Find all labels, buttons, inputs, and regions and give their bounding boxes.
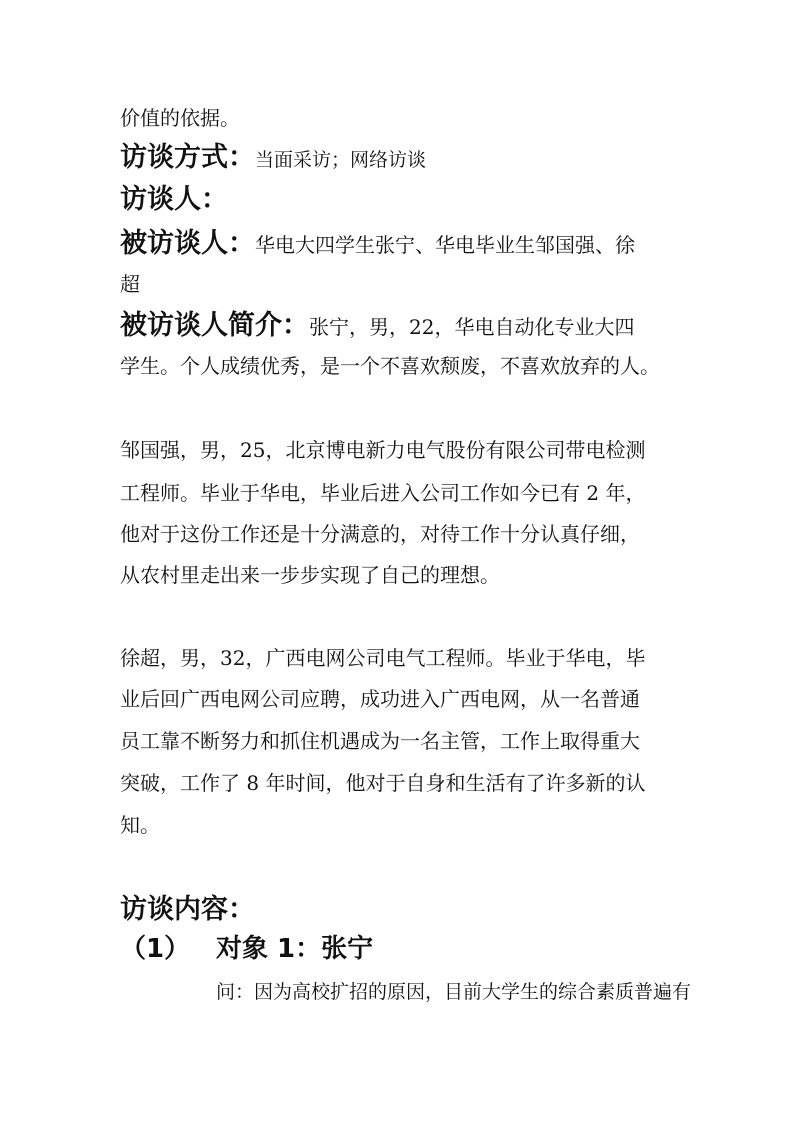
section1-heading [120,932,373,966]
profile3-line: 知。 [120,813,160,837]
intro-tail-text: 价值的依据。 [120,106,240,130]
method-value: 当面采访；网络访谈 [255,149,427,171]
interviewer-row [120,186,228,215]
profile2-line: 工程师。毕业于华电，毕业后进入公司工作如今已有 2 年， [120,481,646,505]
profile2-line: 邹国强，男，25，北京博电新力电气股份有限公司带电检测 [120,438,646,462]
method-row [120,144,426,174]
profiles-row [120,312,634,341]
interviewees-row [120,230,635,259]
profile3-line: 员工靠不断努力和抓住机遇成为一名主管，工作上取得重大 [120,729,640,753]
interviewees-value-line1: 华电大四学生张宁、华电毕业生邹国强、徐 [255,233,635,257]
interviewees-label: 被访谈人： [120,228,255,259]
profile2-line: 他对于这份工作还是十分满意的，对待工作十分认真仔细， [120,522,640,546]
profile1-line2: 学生。个人成绩优秀，是一个不喜欢颓废，不喜欢放弃的人。 [120,354,660,378]
profile3-line: 突破，工作了 8 年时间，他对于自身和生活有了许多新的认 [120,771,646,795]
method-label: 访谈方式： [120,142,255,173]
profile3-line: 业后回广西电网公司应聘，成功进入广西电网，从一名普通 [120,687,640,711]
profiles-label: 被访谈人简介： [120,310,309,341]
interviewees-value-line2: 超 [120,272,140,296]
profile1-line1: 张宁，男，22，华电自动化专业大四 [309,315,635,339]
interviewer-label: 访谈人： [120,184,228,215]
content-label: 访谈内容： [120,894,255,925]
section1-number: （1） [120,934,191,964]
profile3-line: 徐超，男，32，广西电网公司电气工程师。毕业于华电，毕 [120,646,646,670]
section1-title: 对象 1：张宁 [216,934,374,964]
profile2-line: 从农村里走出来一步步实现了自己的理想。 [120,563,500,587]
question1-line1: 问：因为高校扩招的原因，目前大学生的综合素质普遍有 [216,981,692,1003]
